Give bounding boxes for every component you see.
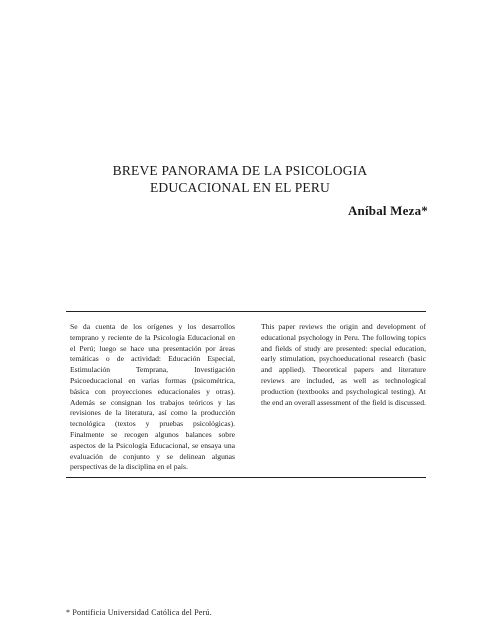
article-title-line-1: BREVE PANORAMA DE LA PSICOLOGIA xyxy=(112,163,368,178)
abstract-top-rule xyxy=(66,311,426,312)
abstract-bottom-rule xyxy=(66,477,426,478)
abstract-english: This paper reviews the origin and development of educational psychology in Peru. The following topics and fields of study are presented: special education, early stimulation, psychoeducational research (basic and applied). Theoretical papers and literature reviews are included, as well as technological production (textbooks and psychological testing). At the end an overall assessment of the field is discussed. xyxy=(261,322,426,407)
article-title xyxy=(60,162,420,196)
abstract-spanish: Se da cuenta de los orígenes y los desarrollos temprano y reciente de la Psicología Educacional en el Perú; luego se hace una presentación por áreas temáticas o de actividad: Educación Especial, Estimulación Temprana, Investigación Psicoeducacional en varias formas (psicométrica, básica con proyecciones educacionales y otras). Además se consignan los trabajos teóricos y las revisiones de la literatura, así como la producción tecnológica (textos y pruebas psicológicas). Finalmente se recogen algunos balances sobre aspectos de la Psicología Educacional, se ensaya una evaluación de conjunto y se delinean algunas perspectivas de la disciplina en el país. xyxy=(70,322,235,472)
article-title-line-2: EDUCACIONAL EN EL PERU xyxy=(149,180,330,195)
author-affiliation-footnote: * Pontificia Universidad Católica del Perú. xyxy=(66,608,212,617)
author-name: Aníbal Meza* xyxy=(347,203,428,218)
